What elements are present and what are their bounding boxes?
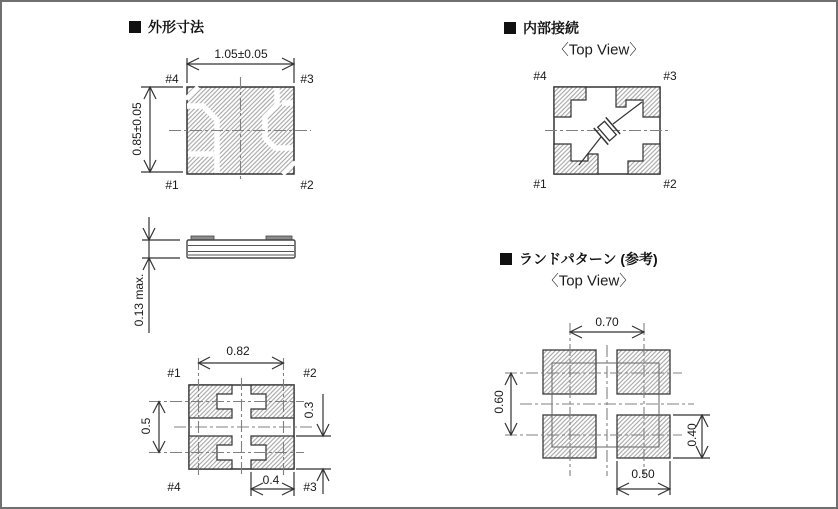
dim-label-thickness: 0.13 max.: [132, 273, 146, 327]
dim-label-land-pitch-x: 0.70: [595, 315, 619, 329]
land-pattern-view: [505, 323, 710, 495]
section-bullet-icon: [129, 21, 141, 33]
pin-label: #1: [533, 177, 547, 191]
land-top-view-label: 〈Top View〉: [543, 272, 635, 290]
section-title-text: 内部接続: [523, 20, 579, 36]
dim-label-span: 0.82: [226, 344, 250, 358]
dim-label-land-pitch-y: 0.60: [492, 390, 506, 414]
internal-top-view-label: 〈Top View〉: [553, 41, 645, 59]
pin-label: #3: [300, 72, 314, 86]
dim-label-height: 0.85±0.05: [130, 102, 144, 156]
pin-label: #1: [165, 178, 179, 192]
dim-label-pad-height: 0.3: [302, 401, 316, 419]
technical-drawing-canvas: [2, 2, 838, 509]
dim-label-width: 1.05±0.05: [214, 47, 268, 61]
pin-label: #4: [533, 69, 547, 83]
dimension-lines: [142, 217, 180, 333]
internal-connection-view: [545, 87, 669, 174]
section-title-internal: [504, 18, 579, 38]
pin-label: #2: [300, 178, 314, 192]
section-title-outline: [129, 17, 204, 37]
section-title-land: [500, 249, 658, 269]
pin-label: #2: [303, 366, 317, 380]
pin-label: #3: [663, 69, 677, 83]
section-title-text: ランドパターン (参考): [519, 251, 658, 267]
pin-label: #3: [303, 480, 317, 494]
dim-label-pad-width: 0.4: [262, 473, 280, 487]
dim-label-land-pad-width: 0.50: [631, 467, 655, 481]
pin-label: #4: [165, 72, 179, 86]
section-bullet-icon: [504, 22, 516, 34]
pin-label: #1: [167, 366, 181, 380]
pin-label: #4: [167, 480, 181, 494]
dim-label-land-pad-height: 0.40: [685, 423, 699, 447]
section-title-text: 外形寸法: [148, 19, 204, 35]
section-bullet-icon: [500, 253, 512, 265]
dim-label-row-pitch: 0.5: [139, 417, 153, 435]
pin-label: #2: [663, 177, 677, 191]
outline-side-view: [142, 217, 295, 333]
